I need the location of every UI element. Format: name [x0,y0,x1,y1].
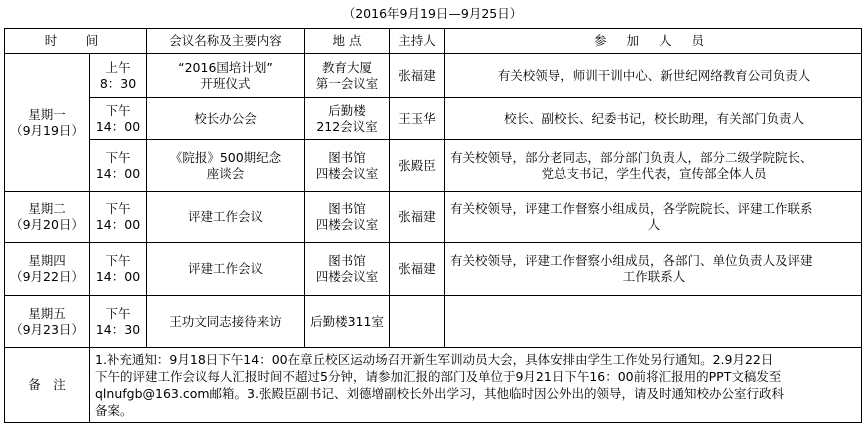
time-cell [90,296,147,348]
header-host: 主持人 [390,29,445,54]
location-text: 图书馆 [328,149,366,165]
time-clock: 14：30 [95,321,141,337]
time-period: 下午 [105,102,131,118]
time-period: 上午 [105,59,131,75]
meeting-name: 评建工作会议 [188,209,264,224]
weekly-meeting-schedule [4,28,862,423]
location-cell [305,192,390,243]
attendees-cell [445,98,862,140]
time-period: 下午 [105,253,131,268]
meeting-name: 王功文同志接待来访 [169,313,282,329]
location-text: 教育大厦 [322,59,373,75]
meeting-cell [147,140,305,192]
attendees-text: 有关校领导，师训干训中心、新世纪网络教育公司负责人 [497,67,811,83]
header-location: 地 点 [305,29,390,54]
host-cell: 张福建 [390,192,445,243]
day-cell [5,296,90,348]
schedule-row [5,140,862,192]
location-text: 四楼会议室 [315,269,379,284]
meeting-name: 座谈会 [206,165,245,181]
time-period: 下午 [105,149,131,165]
meeting-name: 校长办公会 [194,110,257,126]
location-cell [305,296,390,348]
location-cell [305,54,390,98]
day-cell [5,54,90,192]
remarks-label: 备 注 [5,348,90,423]
header-time: 时 间 [5,29,147,54]
date-range: （2016年9月19日—9月25日） [342,6,523,21]
location-text: 图书馆 [328,201,366,216]
remarks-content [90,348,862,423]
location-text: 四楼会议室 [315,217,379,232]
day-date: （9月19日） [10,122,84,138]
location-text: 第一会议室 [315,75,379,91]
time-clock: 14：00 [95,118,141,134]
location-cell [305,243,390,296]
time-cell [90,54,147,98]
host-cell: 张福建 [390,54,445,98]
schedule-row [5,98,862,140]
header-attendees: 参 加 人 员 [445,29,862,54]
day-date: （9月20日） [10,217,84,232]
day-date: （9月22日） [10,269,84,284]
meeting-cell [147,54,305,98]
meeting-name: 《院报》500期纪念 [169,149,282,165]
attendees-text: 人 [647,217,661,232]
time-cell [90,243,147,296]
time-clock: 14：00 [95,217,141,232]
header-meeting: 会议名称及主要内容 [147,29,305,54]
meeting-name: 开班仪式 [200,75,251,91]
day-name: 星期四 [28,253,66,268]
schedule-row [5,296,862,348]
remarks-line: qlnufgb@163.com邮箱。3.张殿臣副书记、刘德增副校长外出学习，其他临时因公外出的领导，请及时通知校办公室行政科 [95,386,784,401]
location-text: 后勤楼311室 [310,313,384,329]
remarks-line: 下午的评建工作会议每人汇报时间不超过5分钟，请参加汇报的部门及单位于9月21日下午16：00前将汇报用的PPT文稿发至 [95,369,782,384]
schedule-row [5,192,862,243]
schedule-row [5,54,862,98]
time-clock: 14：00 [95,269,141,284]
host-cell [390,296,445,348]
host-cell: 张福建 [390,243,445,296]
header-row [5,29,862,54]
remarks-line: 备案。 [95,403,133,418]
meeting-cell [147,98,305,140]
time-clock: 8：30 [99,75,137,91]
attendees-text: 校长、副校长、纪委书记，校长助理，有关部门负责人 [504,110,805,126]
meeting-cell [147,243,305,296]
time-cell [90,140,147,192]
meeting-name: “2016国培计划” [178,59,273,75]
day-date: （9月23日） [10,321,84,337]
location-text: 四楼会议室 [315,165,379,181]
attendees-text: 党总支书记，学生代表，宣传部全体人员 [541,165,767,181]
attendees-text: 有关校领导，评建工作督察小组成员，各学院院长、评建工作联系 [450,201,813,216]
host-cell: 王玉华 [390,98,445,140]
attendees-cell [445,54,862,98]
remarks-row [5,348,862,423]
time-cell [90,98,147,140]
time-cell [90,192,147,243]
time-clock: 14：00 [95,165,141,181]
remarks-line: 1.补充通知：9月18日下午14：00在章丘校区运动场召开新生军训动员大会，具体安排由学生工作处另行通知。2.9月22日 [95,352,774,367]
day-cell [5,243,90,296]
day-name: 星期五 [28,305,66,321]
attendees-text: 工作联系人 [622,269,686,284]
time-period: 下午 [105,201,131,216]
day-name: 星期二 [28,201,66,216]
attendees-cell [445,296,862,348]
meeting-cell [147,296,305,348]
attendees-cell [445,140,862,192]
attendees-cell [445,192,862,243]
time-period: 下午 [105,305,131,321]
day-name: 星期一 [28,106,66,122]
meeting-name: 评建工作会议 [188,261,264,276]
location-text: 后勤楼 [328,102,366,118]
location-cell [305,98,390,140]
meeting-cell [147,192,305,243]
day-cell [5,192,90,243]
attendees-text: 有关校领导，评建工作督察小组成员，各部门、单位负责人及评建 [450,253,813,268]
location-text: 图书馆 [328,253,366,268]
location-cell [305,140,390,192]
attendees-text: 有关校领导，部分老同志，部分部门负责人，部分二级学院院长、 [450,149,813,165]
schedule-row [5,243,862,296]
host-cell: 张殿臣 [390,140,445,192]
attendees-cell [445,243,862,296]
location-text: 212会议室 [316,118,378,134]
